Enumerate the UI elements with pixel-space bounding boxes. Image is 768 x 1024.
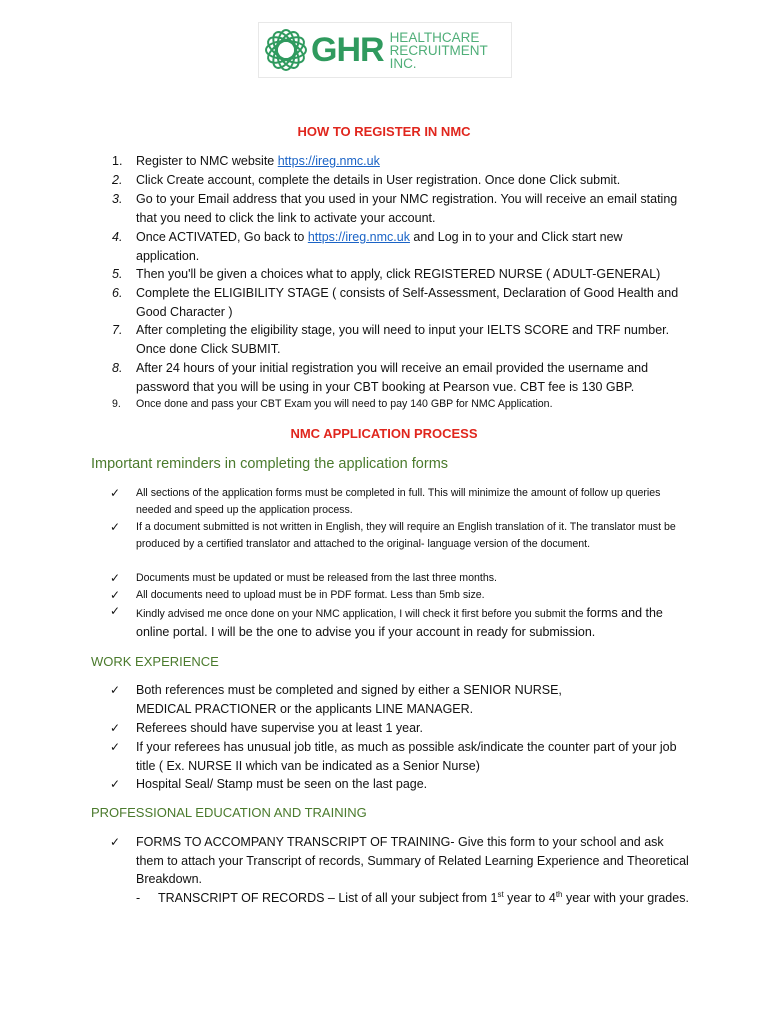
- step-item: [112, 190, 682, 227]
- logo-line-1: HEALTHCARE: [389, 29, 480, 45]
- step-item: [112, 284, 682, 321]
- step-item: [112, 396, 682, 413]
- education-subtext: [158, 889, 696, 908]
- reminder-item: [110, 485, 690, 519]
- step-text: After 24 hours of your initial registration you will receive an email provided the username and password that you will be using in your CBT booking at Pearson vue. CBT fee is 130 GBP.: [136, 361, 649, 394]
- work-text: Hospital Seal/ Stamp must be seen on the last page.: [136, 777, 428, 791]
- step-text: After completing the eligibility stage, you will need to input your IELTS SCORE and TRF number. Once done Click SUBMIT.: [136, 323, 670, 356]
- logo-mark: GHR: [311, 30, 384, 69]
- step-item: [112, 171, 682, 190]
- step-item: [112, 152, 682, 171]
- reminder-text: Kindly advised me once done on your NMC application, I will check it first before you submit the: [136, 608, 587, 620]
- check-icon: ✓: [110, 520, 121, 534]
- step-number: 5.: [112, 267, 123, 281]
- heading-education: PROFESSIONAL EDUCATION AND TRAINING: [91, 805, 367, 820]
- check-icon: ✓: [110, 721, 121, 735]
- check-icon: ✓: [110, 835, 121, 849]
- check-icon: ✓: [110, 571, 121, 585]
- check-icon: ✓: [110, 604, 121, 618]
- work-text: If your referees has unusual job title, as much as possible ask/indicate the counter part of your job title ( Ex. NURSE II which van be indicated as a Senior Nurse): [136, 740, 677, 773]
- reminder-text: If a document submitted is not written in English, they will require an English translation of it. The translator must be produced by a certified translator and attached to the original- language version of the document.: [136, 521, 676, 550]
- ordinal-sup: st: [497, 889, 504, 899]
- reminder-text: All sections of the application forms must be completed in full. This will minimize the amount of follow up queries needed and speed up the application process.: [136, 487, 661, 516]
- heading-reminders: Important reminders in completing the application forms: [91, 456, 449, 472]
- reminder-item: [110, 519, 690, 553]
- work-item: [110, 681, 690, 718]
- step-text: Once done and pass your CBT Exam you will need to pay 140 GBP for NMC Application.: [136, 398, 553, 410]
- ghr-ring-icon: [263, 27, 309, 73]
- education-item: [110, 833, 690, 889]
- step-item: [112, 359, 682, 396]
- subtext-part: TRANSCRIPT OF RECORDS – List of all your subject from 1: [158, 891, 498, 905]
- education-text: FORMS TO ACCOMPANY TRANSCRIPT OF TRAINING- Give this form to your school and ask them to attach your Transcript of records, Summary of Related Learning Experience and Theoretical Breakdown.: [136, 835, 689, 886]
- step-text: and Log in to your and Click start new application.: [136, 230, 623, 263]
- logo-subtitle: [390, 31, 488, 70]
- step-number: 8.: [112, 361, 123, 375]
- heading-work: WORK EXPERIENCE: [91, 654, 219, 669]
- reminder-item: [110, 570, 690, 587]
- check-icon: ✓: [110, 588, 121, 602]
- step-text: Then you'll be given a choices what to apply, click REGISTERED NURSE ( ADULT-GENERAL): [136, 267, 661, 281]
- work-item: [110, 738, 690, 775]
- check-icon: ✓: [110, 683, 121, 697]
- logo-line-3: INC.: [389, 55, 417, 71]
- step-number: 7.: [112, 323, 123, 337]
- step-item: [112, 228, 682, 265]
- step-text: Go to your Email address that you used in your NMC registration. You will receive an email stating that you need to click the link to activate your account.: [136, 192, 678, 225]
- nmc-link[interactable]: https://ireg.nmc.uk: [277, 154, 380, 168]
- reminder-item: [110, 604, 690, 642]
- step-number: 2.: [112, 173, 123, 187]
- step-number: 1.: [112, 154, 123, 168]
- nmc-link[interactable]: https://ireg.nmc.uk: [307, 230, 410, 244]
- education-subitem: [136, 889, 696, 908]
- reminder-text: forms and the online portal. I will be the one to advise you if your account in ready for submission.: [136, 606, 663, 639]
- check-icon: ✓: [110, 740, 121, 754]
- ghr-logo: [258, 22, 512, 78]
- step-number: 9.: [112, 398, 121, 410]
- work-item: [110, 775, 690, 794]
- work-text: Referees should have supervise you at least 1 year.: [136, 721, 423, 735]
- work-item: [110, 719, 690, 738]
- subtext-part: year to 4: [503, 891, 556, 905]
- heading-register: HOW TO REGISTER IN NMC: [297, 124, 471, 139]
- step-text: Once ACTIVATED, Go back to: [136, 230, 308, 244]
- subtext-part: year with your grades.: [562, 891, 689, 905]
- reminder-text: Documents must be updated or must be released from the last three months.: [136, 572, 497, 584]
- reminder-text: All documents need to upload must be in PDF format. Less than 5mb size.: [136, 589, 485, 601]
- step-text: Complete the ELIGIBILITY STAGE ( consists of Self-Assessment, Declaration of Good Health and Good Character ): [136, 286, 679, 319]
- step-number: 4.: [112, 230, 123, 244]
- work-text: Both references must be completed and signed by either a SENIOR NURSE, MEDICAL PRACTIONER or the applicants LINE MANAGER.: [136, 683, 562, 716]
- dash-marker: -: [136, 891, 141, 905]
- step-item: [112, 321, 682, 358]
- step-item: [112, 265, 682, 284]
- heading-process: NMC APPLICATION PROCESS: [290, 426, 478, 441]
- step-number: 6.: [112, 286, 123, 300]
- reminder-item: [110, 587, 690, 604]
- step-text: Click Create account, complete the details in User registration. Once done Click submit.: [136, 173, 621, 187]
- check-icon: ✓: [110, 777, 121, 791]
- check-icon: ✓: [110, 486, 121, 500]
- step-text: Register to NMC website: [136, 154, 278, 168]
- ordinal-sup: th: [555, 889, 563, 899]
- logo-line-2: RECRUITMENT: [389, 42, 488, 58]
- step-number: 3.: [112, 192, 123, 206]
